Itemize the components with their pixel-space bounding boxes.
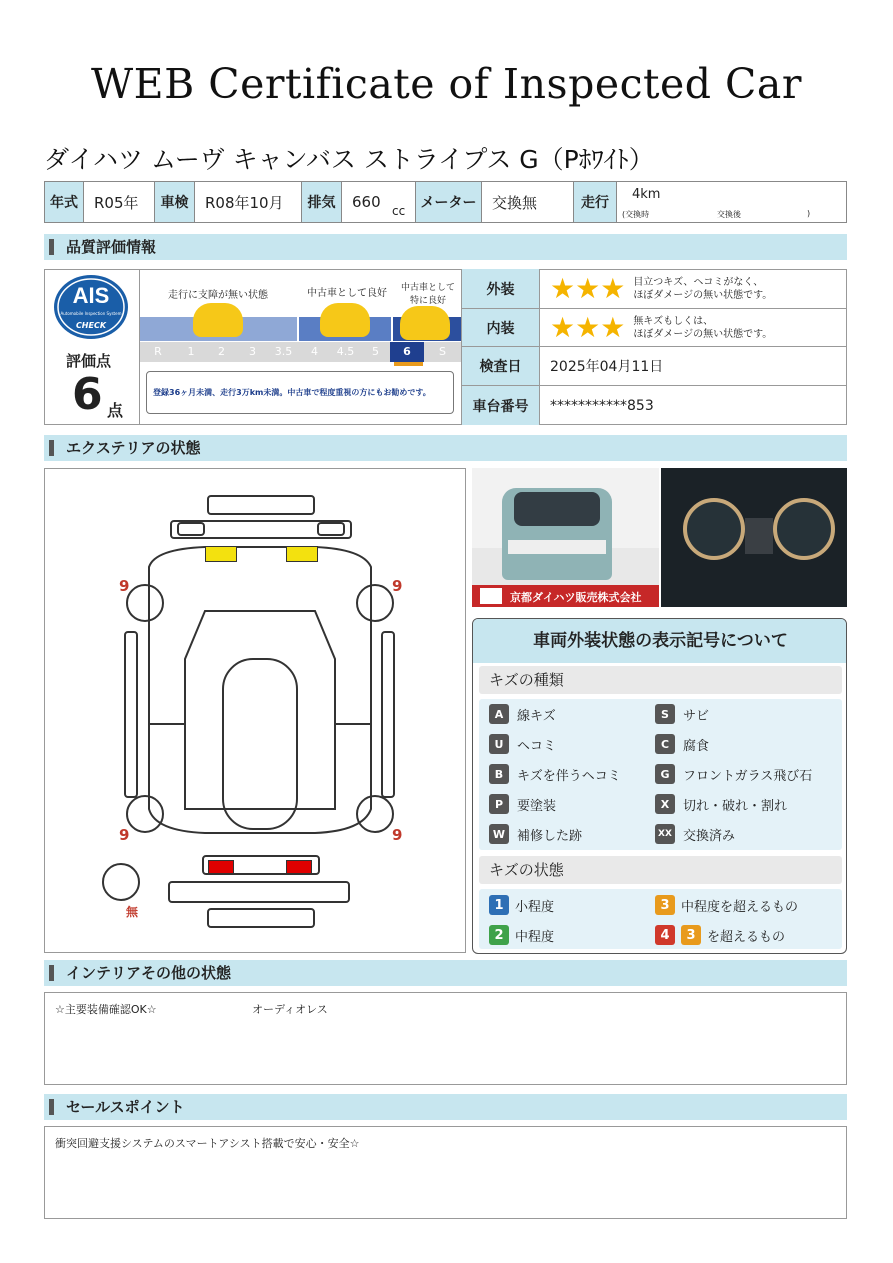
quality-section-label: 品質評価情報	[66, 238, 157, 256]
interior-label: 内装	[461, 309, 540, 346]
shaken-value: R08年10月	[195, 182, 302, 222]
grade-unit: 点	[107, 401, 124, 420]
legend-type-xx: XX 交換済み	[655, 824, 735, 844]
grade-scale-step: 5	[372, 345, 379, 358]
car-illustration-2	[320, 303, 370, 337]
ais-logo-check: CHECK	[75, 321, 107, 330]
legend-state-4: 4 3 を超えるもの	[655, 925, 785, 945]
inspection-date-row	[461, 347, 847, 386]
mileage-note-right: 交換後	[717, 210, 741, 219]
damage-mark-rear-right: 9	[392, 826, 403, 844]
grade-description: 登録36ヶ月未満、走行3万km未満。中古車で程度重視の方にもお勧めです。	[153, 388, 431, 397]
interior-notes	[44, 992, 847, 1085]
taillight-right	[286, 860, 312, 874]
quality-section-header	[44, 234, 847, 260]
grade-scale-step: 6	[390, 342, 424, 362]
mileage-value: 4km	[632, 187, 661, 202]
grade-scale-step: 1	[187, 345, 195, 358]
grade-scale-row	[140, 342, 461, 362]
legend-type-w: W 補修した跡	[489, 824, 582, 844]
grade-scale-step: 4	[311, 345, 318, 358]
interior-text-2: オーディオレス	[252, 1003, 328, 1016]
exterior-stars: ★★★	[550, 271, 626, 305]
legend-type-x: X 切れ・破れ・割れ	[655, 794, 787, 814]
exterior-section-header	[44, 435, 847, 461]
legend-header: 車両外装状態の表示記号について	[473, 619, 847, 663]
damage-mark-rear-left: 9	[119, 826, 130, 844]
meter-label: メーター	[416, 182, 482, 222]
shaken-label: 車検	[155, 182, 195, 222]
car-photo-meter	[661, 468, 847, 607]
legend-state-title: キズの状態	[479, 856, 842, 884]
ais-logo-sub: Automobile Inspection System	[60, 311, 122, 316]
sales-section-header	[44, 1094, 847, 1120]
grade-value: 6	[72, 369, 103, 420]
car-photo-exterior	[472, 468, 659, 607]
interior-note: 無キズもしくは、 ほぼダメージの無い状態です。	[633, 315, 773, 340]
vehicle-info-bar	[44, 181, 847, 223]
dealer-banner: 京都ダイハツ販売株式会社	[510, 591, 642, 604]
car-outline	[45, 469, 465, 952]
mileage-note-left: (交換時	[622, 210, 650, 219]
mileage-label: 走行	[574, 182, 617, 222]
grade-col3-caption: 中古車として 特に良好	[400, 283, 455, 306]
interior-text-1: ☆主要装備確認OK☆	[55, 1003, 157, 1016]
displacement-unit: cc	[392, 204, 406, 218]
grade-scale-step: S	[439, 345, 446, 358]
car-damage-diagram	[44, 468, 466, 953]
legend-type-u: U ヘコミ	[489, 734, 556, 754]
interior-section-header	[44, 960, 847, 986]
legend-type-g: G フロントガラス飛び石	[655, 764, 812, 784]
mileage-cell	[617, 182, 846, 222]
legend-state-2: 2 中程度	[489, 925, 554, 945]
mileage-note-close: )	[807, 209, 811, 218]
sales-text: 衝突回避支援システムのスマートアシスト搭載で安心・安全☆	[55, 1137, 360, 1150]
grades-table	[461, 269, 847, 425]
displacement-label: 排気	[302, 182, 342, 222]
chassis-value: ***********853	[550, 397, 654, 414]
grade-label: 評価点	[66, 352, 112, 370]
chassis-row	[461, 386, 847, 425]
grade-description-box	[146, 371, 454, 414]
ais-logo	[52, 273, 130, 343]
legend-type-s: S サビ	[655, 704, 709, 724]
sales-section-label: セールスポイント	[66, 1098, 185, 1116]
grade-scale-step: 3	[249, 345, 256, 358]
exterior-label: 外装	[461, 269, 540, 308]
exterior-note: 目立つキズ、ヘコミがなく、 ほぼダメージの無い状態です。	[633, 276, 773, 301]
spare-tire-mark: 無	[126, 905, 139, 919]
damage-legend	[472, 618, 847, 954]
legend-type-a: A 線キズ	[489, 704, 556, 724]
displacement-value: 660	[352, 193, 381, 211]
exterior-section-label: エクステリアの状態	[66, 439, 201, 457]
grade-scale-step: 3.5	[274, 345, 293, 358]
car-illustration-1	[193, 303, 243, 337]
car-illustration-3	[400, 306, 450, 340]
page-title: WEB Certificate of Inspected Car	[91, 60, 802, 108]
interior-stars: ★★★	[550, 310, 626, 344]
inspection-date-label: 検査日	[461, 347, 540, 385]
car-name: ダイハツ ムーヴ キャンバス ストライプス G（Pﾎﾜｲﾄ）	[44, 145, 654, 174]
legend-type-p: P 要塗装	[489, 794, 556, 814]
grade-scale-step: 2	[218, 345, 225, 358]
headlight-left	[205, 546, 237, 562]
grade-col1-caption: 走行に支障が無い状態	[168, 290, 268, 301]
legend-state-3: 3 中程度を超えるもの	[655, 895, 798, 915]
headlight-right	[286, 546, 318, 562]
meter-value: 交換無	[482, 182, 574, 222]
interior-row	[461, 309, 847, 347]
year-label: 年式	[45, 182, 84, 222]
displacement-cell	[342, 182, 416, 222]
sales-notes	[44, 1126, 847, 1219]
interior-section-label: インテリアその他の状態	[66, 964, 232, 982]
chassis-label: 車台番号	[461, 386, 540, 425]
grade-scale-step: 4.5	[336, 345, 355, 358]
damage-mark-front-left: 9	[119, 577, 130, 595]
taillight-left	[208, 860, 234, 874]
year-value: R05年	[84, 182, 155, 222]
inspection-date-value: 2025年04月11日	[550, 359, 664, 375]
grade-col2-caption: 中古車として良好	[307, 288, 387, 299]
ais-logo-text: AIS	[72, 283, 110, 308]
legend-state-1: 1 小程度	[489, 895, 554, 915]
grade-scale-step: R	[154, 345, 162, 358]
legend-type-b: B キズを伴うヘコミ	[489, 764, 621, 784]
exterior-row	[461, 269, 847, 309]
legend-type-c: C 腐食	[655, 734, 709, 754]
legend-types-title: キズの種類	[479, 666, 842, 694]
damage-mark-front-right: 9	[392, 577, 403, 595]
